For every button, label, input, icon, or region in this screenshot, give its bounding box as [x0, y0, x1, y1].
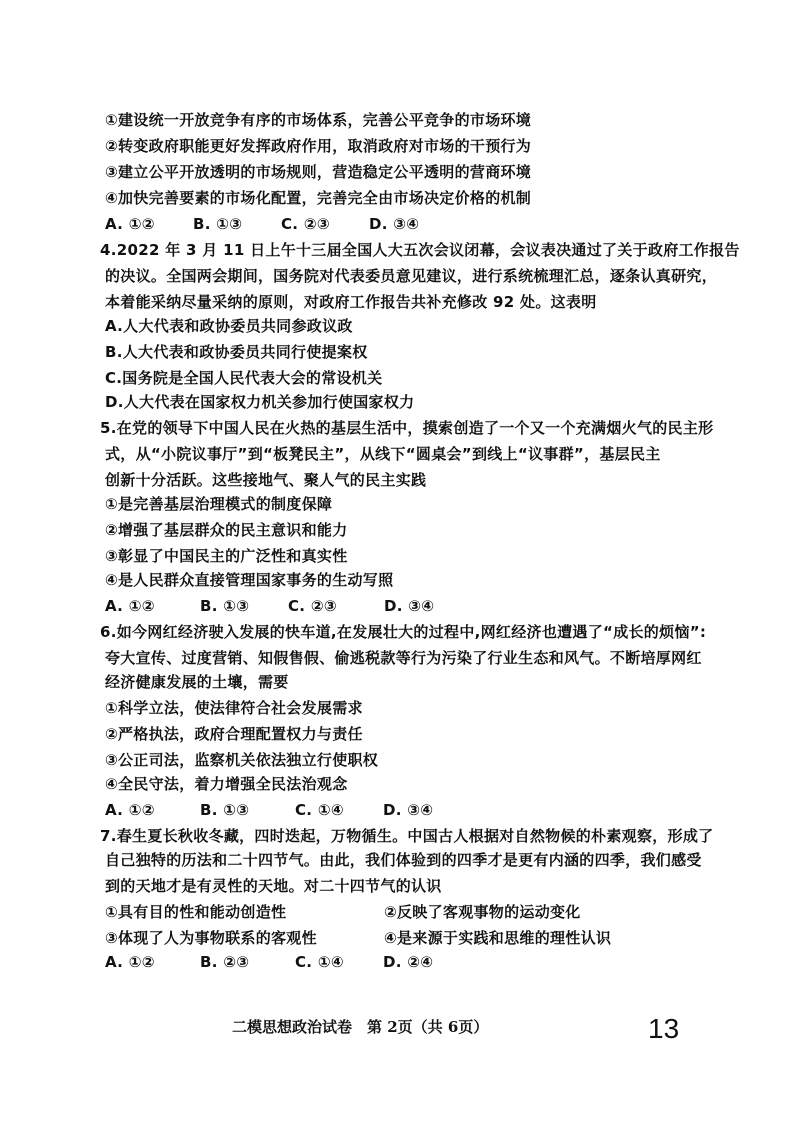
- q4-choice-b: B.人大代表和政协委员共同行使提案权: [105, 343, 368, 361]
- q3-option-a: A. ①②: [105, 215, 155, 233]
- q3-option-b: B. ①③: [193, 215, 243, 233]
- q6-statement-4: ④全民守法，着力增强全民法治观念: [105, 775, 348, 793]
- q7-statement-1: ①具有目的性和能动创造性: [105, 903, 287, 921]
- q5-option-d: D. ③④: [384, 597, 435, 615]
- q5-statement-4: ④是人民群众直接管理国家事务的生动写照: [105, 571, 394, 589]
- q4-stem-line-1: 4.2022 年 3 月 11 日上午十三届全国人大五次会议闭幕，会议表决通过了关于政府工作报告: [100, 241, 740, 259]
- q5-statement-2: ②增强了基层群众的民主意识和能力: [105, 521, 348, 539]
- q5-stem-line-3: 创新十分活跃。这些接地气、聚人气的民主实践: [105, 471, 427, 489]
- q7-option-a: A. ①②: [105, 953, 155, 971]
- q3-statement-1: ①建设统一开放竞争有序的市场体系，完善公平竞争的市场环境: [105, 111, 532, 129]
- q3-options: [105, 214, 419, 234]
- q4-choice-c: C.国务院是全国人民代表大会的常设机关: [105, 369, 383, 387]
- q6-statement-3: ③公正司法，监察机关依法独立行使职权: [105, 751, 379, 769]
- q6-option-b: B. ①③: [200, 801, 250, 819]
- q6-statement-2: ②严格执法，政府合理配置权力与责任: [105, 725, 363, 743]
- q7-statement-4: ④是来源于实践和思维的理性认识: [384, 929, 612, 947]
- q5-option-a: A. ①②: [105, 597, 155, 615]
- q5-stem-line-1: 5.在党的领导下中国人民在火热的基层生活中，摸索创造了一个又一个充满烟火气的民主形: [100, 419, 714, 437]
- q3-statement-4: ④加快完善要素的市场化配置，完善完全由市场决定价格的机制: [105, 189, 532, 207]
- q7-option-c: C. ①④: [295, 953, 344, 971]
- q7-statement-2: ②反映了客观事物的运动变化: [384, 903, 581, 921]
- q7-stem-line-3: 到的天地才是有灵性的天地。对二十四节气的认识: [105, 877, 442, 895]
- q4-stem-line-2: 的决议。全国两会期间，国务院对代表委员意见建议，进行系统梳理汇总，逐条认真研究，: [105, 267, 718, 285]
- q3-statement-3: ③建立公平开放透明的市场规则，营造稳定公平透明的营商环境: [105, 163, 532, 181]
- q5-options: [105, 596, 434, 616]
- q6-option-c: C. ①④: [295, 801, 344, 819]
- q7-stem-line-1: 7.春生夏长秋收冬藏，四时迭起，万物循生。中国古人根据对自然物候的朴素观察，形成了: [100, 827, 714, 845]
- q5-option-b: B. ①③: [200, 597, 250, 615]
- q7-stem-line-2: 自己独特的历法和二十四节气。由此，我们体验到的四季才是更有内涵的四季，我们感受: [105, 851, 702, 869]
- q3-option-d: D. ③④: [369, 215, 420, 233]
- q7-statement-3: ③体现了人为事物联系的客观性: [105, 929, 317, 947]
- q6-stem-line-1: 6.如今网红经济驶入发展的快车道,在发展壮大的过程中,网红经济也遭遇了“成长的烦恼”:: [100, 623, 707, 641]
- q7-option-d: D. ②④: [383, 953, 434, 971]
- page-footer: 二模思想政治试卷 第 2页（共 6页）: [232, 1018, 489, 1036]
- q3-statement-2: ②转变政府职能更好发挥政府作用，取消政府对市场的干预行为: [105, 137, 532, 155]
- q6-stem-line-3: 经济健康发展的土壤，需要: [105, 673, 289, 691]
- q3-option-c: C. ②③: [281, 215, 330, 233]
- q6-stem-line-2: 夸大宣传、过度营销、知假售假、偷逃税款等行为污染了行业生态和风气。不断培厚网红: [105, 649, 702, 667]
- q4-choice-a: A.人大代表和政协委员共同参政议政: [105, 317, 353, 335]
- page-number: 13: [648, 1013, 680, 1044]
- q7-options: [105, 952, 433, 972]
- q5-stem-line-2: 式，从“小院议事厅”到“板凳民主”，从线下“圆桌会”到线上“议事群”，基层民主: [105, 445, 661, 463]
- q6-option-a: A. ①②: [105, 801, 155, 819]
- q4-stem-line-3: 本着能采纳尽量采纳的原则，对政府工作报告共补充修改 92 处。这表明: [105, 293, 597, 311]
- q6-statement-1: ①科学立法，使法律符合社会发展需求: [105, 699, 363, 717]
- q7-option-b: B. ②③: [200, 953, 250, 971]
- q6-options: [105, 800, 433, 820]
- q5-statement-3: ③彰显了中国民主的广泛性和真实性: [105, 547, 348, 565]
- q5-option-c: C. ②③: [288, 597, 337, 615]
- q4-choice-d: D.人大代表在国家权力机关参加行使国家权力: [105, 393, 415, 411]
- q5-statement-1: ①是完善基层治理模式的制度保障: [105, 495, 333, 513]
- q6-option-d: D. ③④: [383, 801, 434, 819]
